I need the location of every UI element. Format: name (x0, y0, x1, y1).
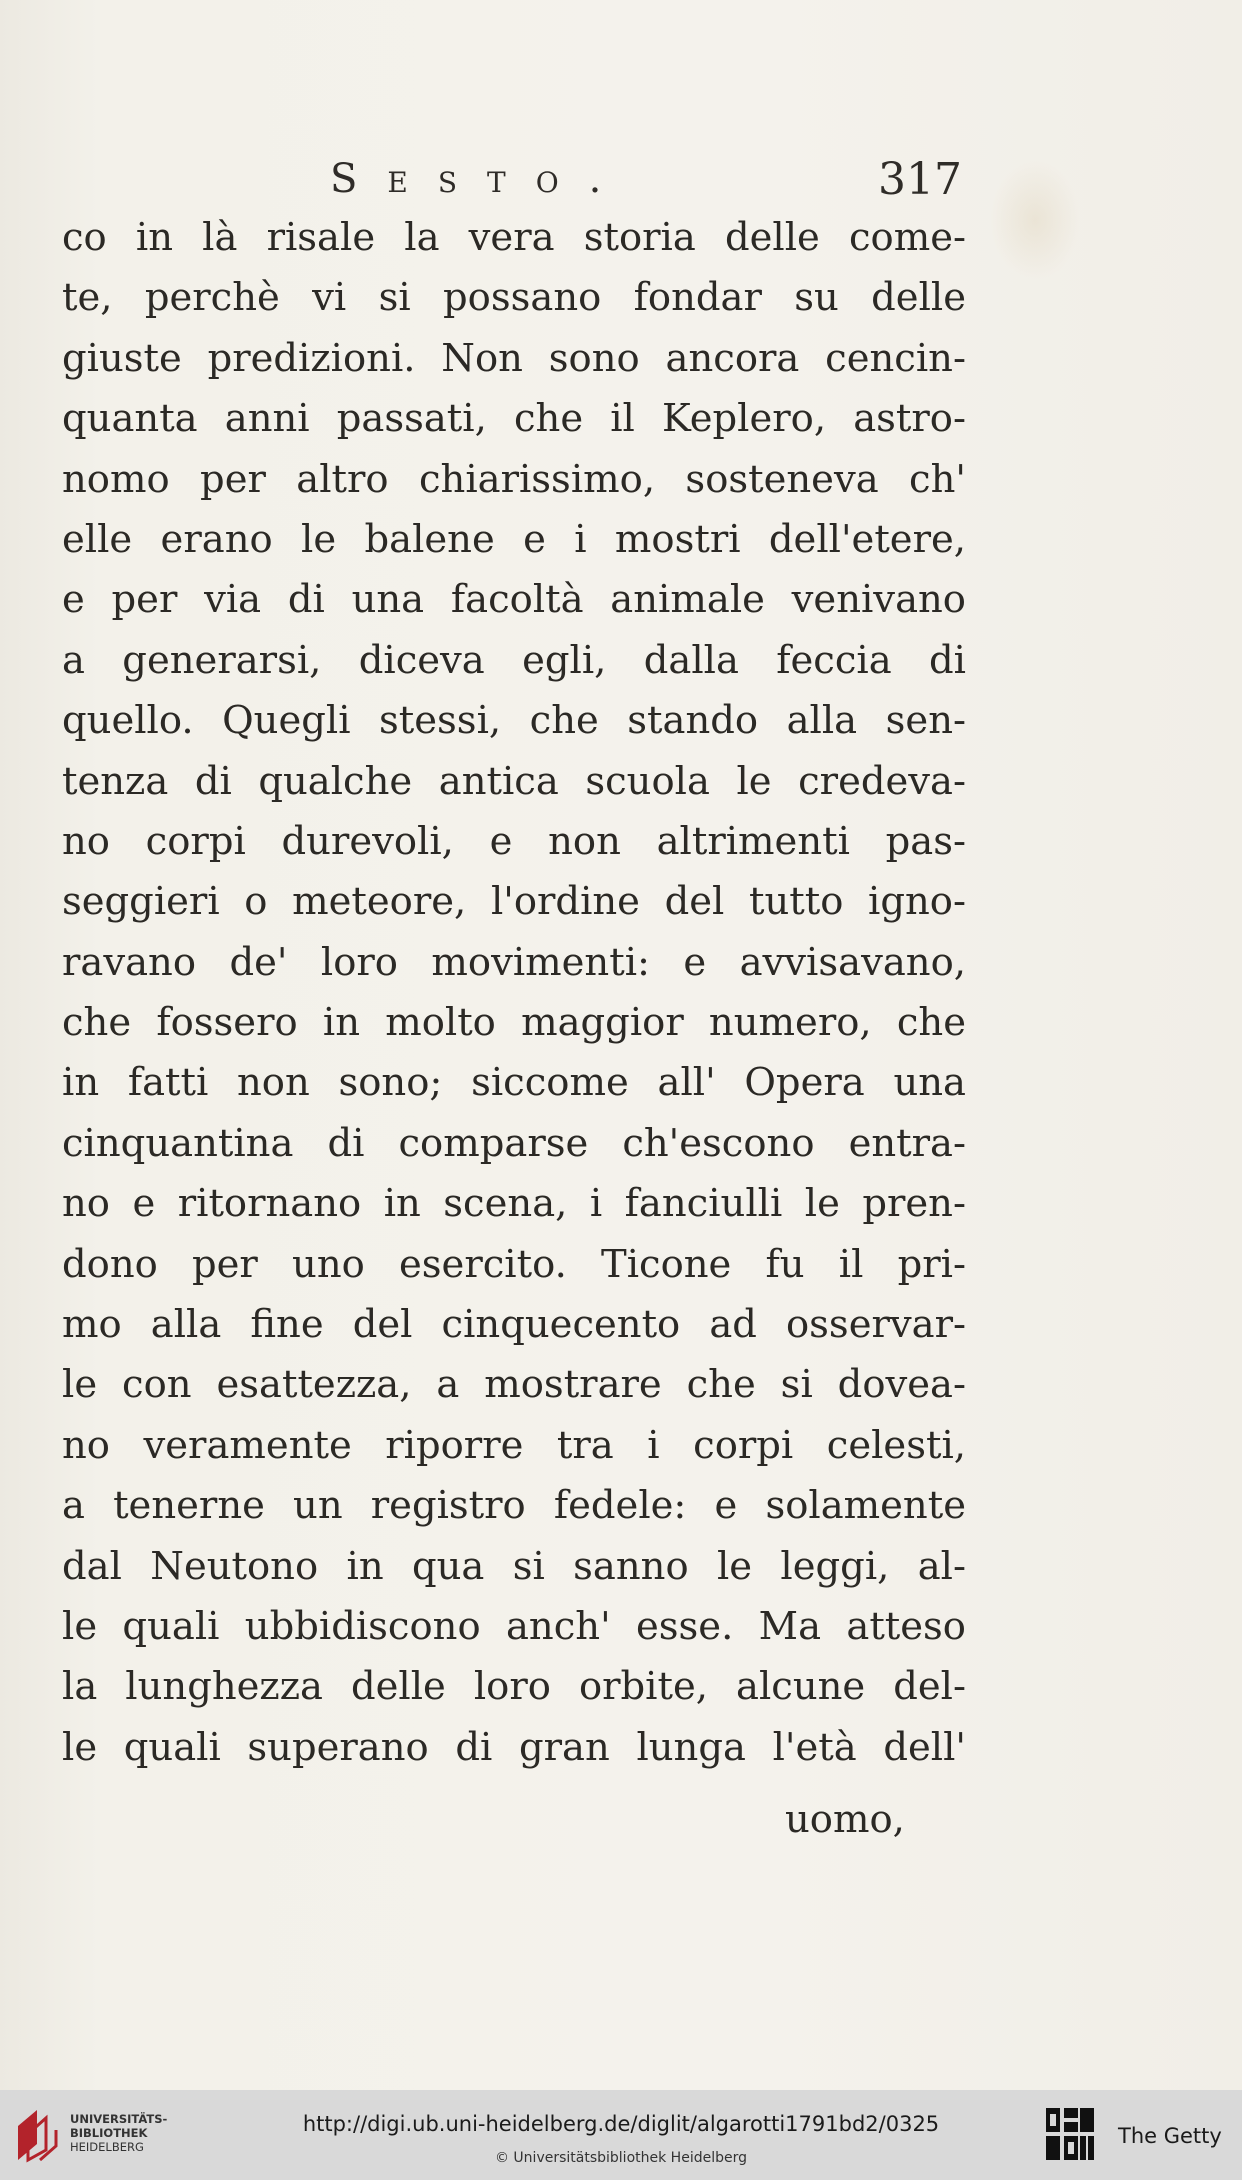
catchword: uomo, (785, 1797, 905, 1842)
text-line: no veramente riporre tra i corpi celesti, (62, 1422, 966, 1468)
running-head (0, 150, 1242, 210)
text-line: dal Neutono in qua si sanno le leggi, al- (62, 1543, 966, 1589)
partner-name: The Getty (1118, 2124, 1222, 2148)
text-line: quanta anni passati, che il Keplero, astro- (62, 396, 966, 442)
text-line: dono per uno esercito. Ticone fu il pri- (62, 1241, 966, 1287)
library-name-line: HEIDELBERG (70, 2140, 144, 2154)
text-line: a tenerne un registro fedele: e solamente (62, 1483, 966, 1529)
footer-bar (0, 2090, 1242, 2180)
copyright-notice: © Universitätsbibliothek Heidelberg (494, 2150, 747, 2166)
text-line: no corpi durevoli, e non altrimenti pas- (62, 818, 966, 864)
page-number: 317 (878, 154, 962, 205)
text-line: le quali superano di gran lunga l'età dell' (62, 1724, 966, 1770)
library-name-line: UNIVERSITÄTS- (70, 2112, 168, 2126)
text-line: la lunghezza delle loro orbite, alcune del- (62, 1664, 966, 1710)
text-line: le con esattezza, a mostrare che si dovea- (62, 1362, 966, 1408)
text-line: in fatti non sono; siccome all' Opera una (62, 1060, 966, 1106)
getty-logo-icon (1044, 2106, 1096, 2164)
text-line: elle erano le balene e i mostri dell'etere, (62, 516, 966, 562)
text-line: ravano de' loro movimenti: e avvisavano, (62, 939, 966, 985)
permalink-url[interactable]: http://digi.ub.uni-heidelberg.de/diglit/algarotti1791bd2/0325 (302, 2112, 940, 2136)
text-line: te, perchè vi si possano fondar su delle (62, 275, 966, 321)
text-line: tenza di qualche antica scuola le credeva- (62, 758, 966, 804)
text-line: nomo per altro chiarissimo, sosteneva ch' (62, 456, 966, 502)
text-line: mo alla fine del cinquecento ad osservar- (62, 1302, 966, 1348)
library-name-line: BIBLIOTHEK (70, 2126, 148, 2140)
text-line: giuste predizioni. Non sono ancora cencin- (62, 335, 966, 381)
text-line: co in là risale la vera storia delle come- (62, 215, 966, 260)
body-text (62, 208, 966, 1778)
running-head-title: Sesto. (330, 156, 632, 202)
text-line: seggieri o meteore, l'ordine del tutto igno- (62, 879, 966, 925)
text-line: no e ritornano in scena, i fanciulli le pren- (62, 1181, 966, 1227)
text-line: cinquantina di comparse ch'escono entra- (62, 1120, 966, 1166)
text-line: che fossero in molto maggior numero, che (62, 1000, 966, 1046)
text-line: le quali ubbidiscono anch' esse. Ma atteso (62, 1603, 966, 1649)
text-line: a generarsi, diceva egli, dalla feccia di (62, 637, 966, 683)
text-line: quello. Quegli stessi, che stando alla sen- (62, 698, 966, 744)
text-line: e per via di una facoltà animale venivano (62, 577, 966, 623)
